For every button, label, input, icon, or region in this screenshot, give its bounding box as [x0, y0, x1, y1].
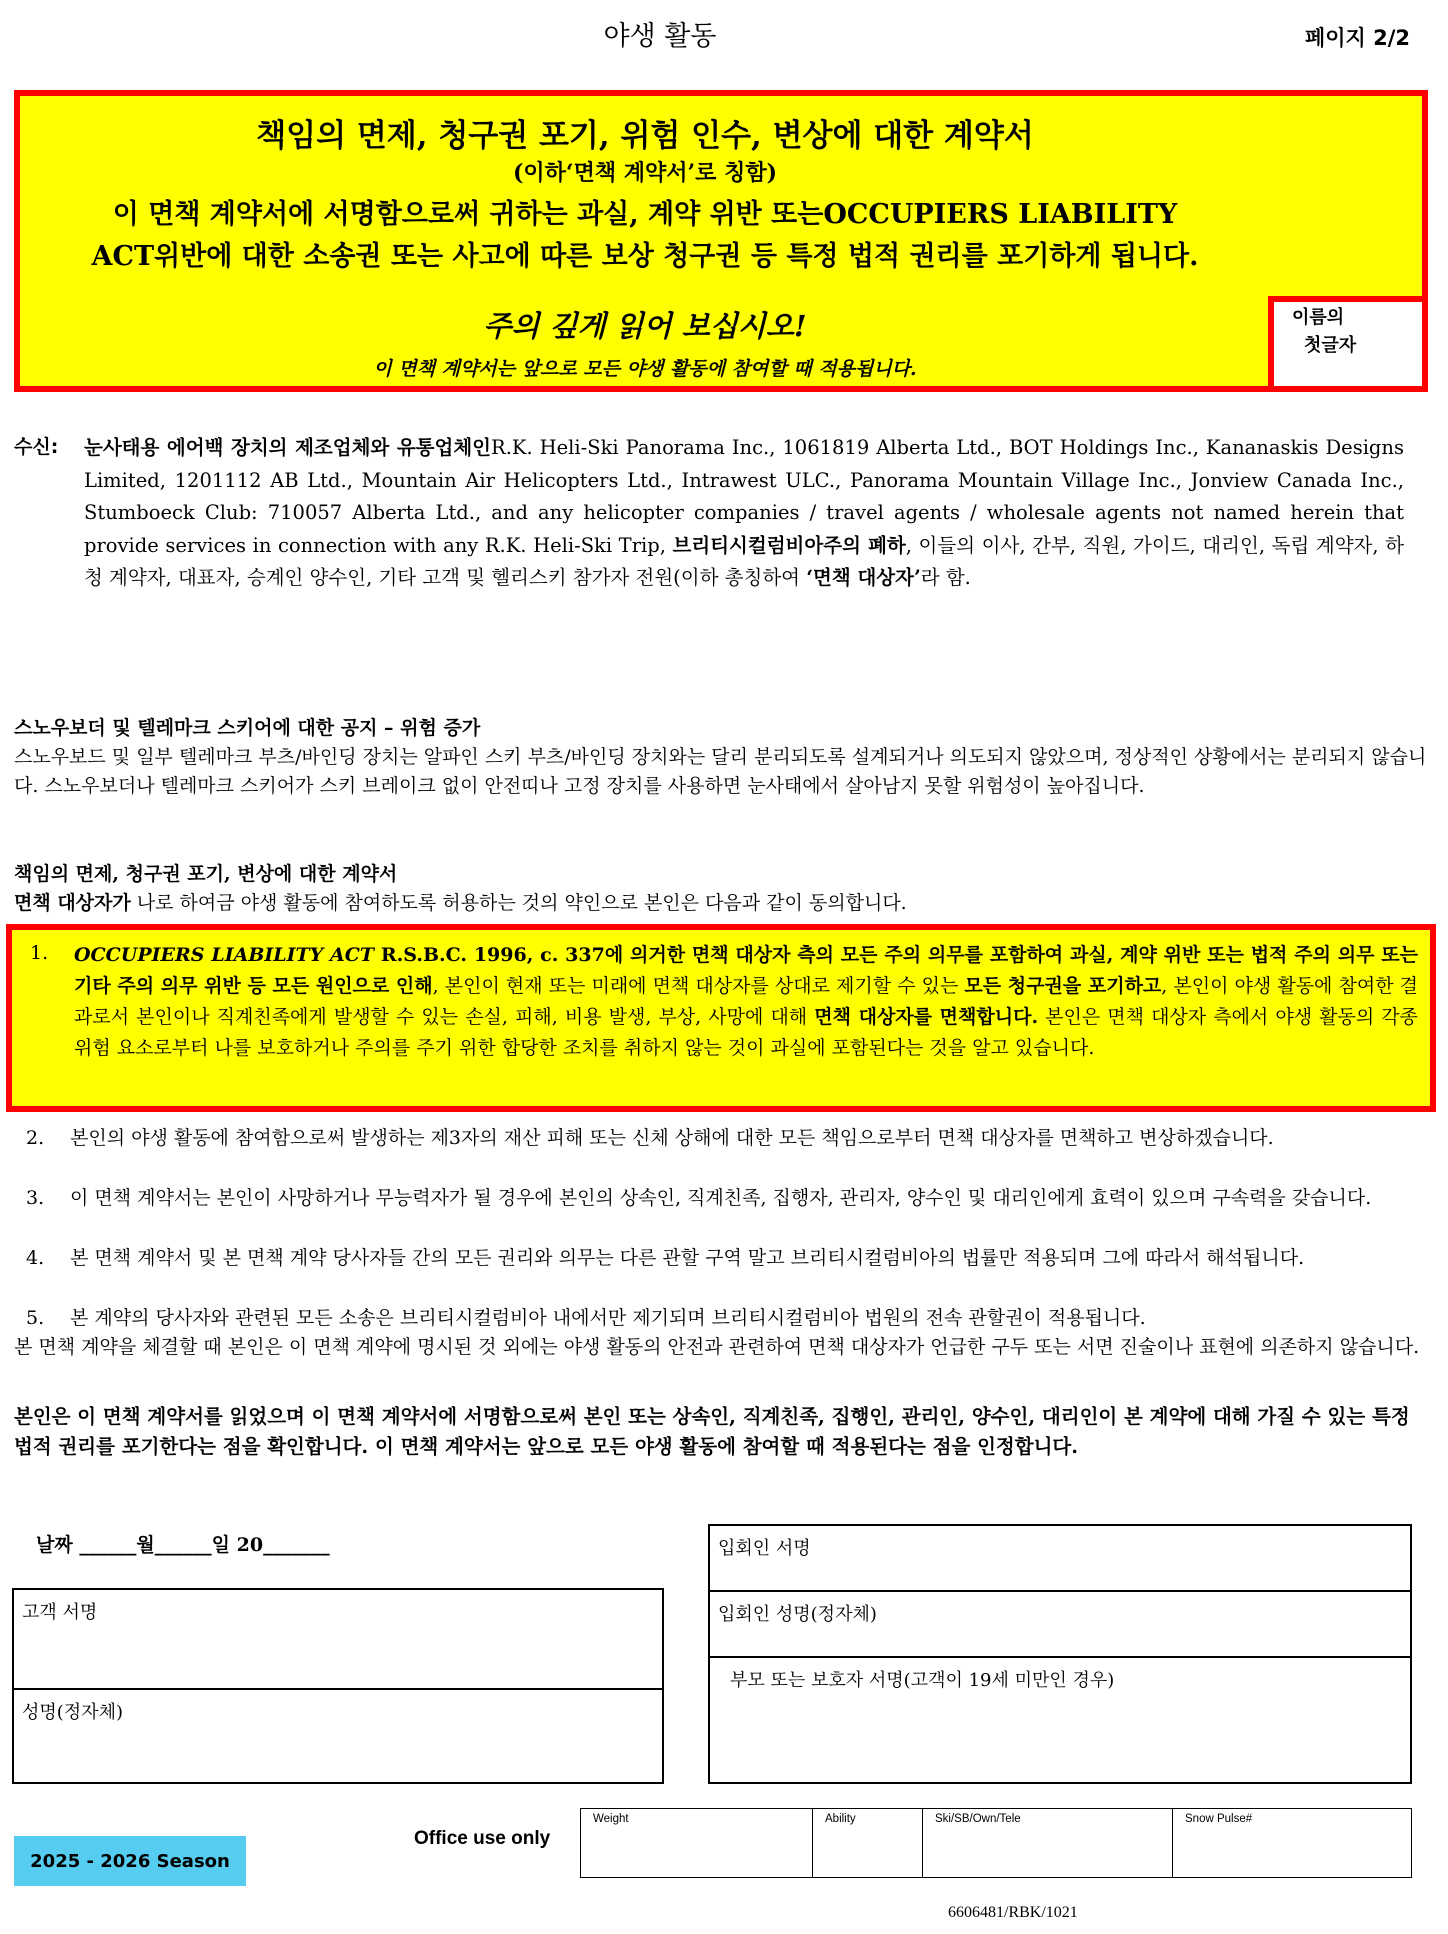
reliance-statement: 본 면책 계약을 체결할 때 본인은 이 면책 계약에 명시된 것 외에는 야생 활동의 안전과 관련하여 면책 대상자가 언급한 구두 또는 서면 진술이나 표현에 의존하지 않습니다. [14, 1336, 1420, 1358]
client-signature-box [12, 1588, 664, 1784]
recipients-companies: R.K. Heli-Ski Panorama Inc., 1061819 Alberta Ltd., BOT Holdings Inc., Kananaskis Designs Limited, 1201112 AB Ltd., Mountain Air Helicopters Ltd., Intrawest ULC., Panorama Mountain Village Inc., Jonview Canada Inc., Stumboeck Club: 710057 Alberta Ltd., and any helicopter companies / travel agents / wholesale agents not named herein that provide services in connection with any R.K. Heli-Ski Trip, [84, 436, 1404, 557]
clause-1-bold-3: 면책 대상자를 면책합니다. [814, 1006, 1039, 1028]
clause-4 [14, 1244, 1428, 1273]
clause-1-highlight [6, 924, 1436, 1112]
witness-name-field[interactable] [710, 1592, 1410, 1658]
office-use-table [580, 1808, 1412, 1878]
clause-1-text [74, 940, 1418, 1064]
client-name-field[interactable] [14, 1690, 662, 1784]
clause-1-bold-1: R.S.B.C. 1996, c. 337에 의거한 면책 대상자 측의 모든 주의 의무를 포함하여 과실, 계약 위반 또는 법적 주의 의무 또는 기타 주의 의무 위반 등 모든 원인으로 인해 [74, 944, 1418, 997]
release-intro [14, 889, 1428, 918]
release-body: 나로 하여금 야생 활동에 참여하도록 허용하는 것의 약인으로 본인은 다음과 같이 동의합니다. [130, 892, 907, 914]
office-field-ability[interactable]: Ability [813, 1809, 923, 1877]
season-badge: 2025 - 2026 Season [14, 1836, 246, 1886]
notice-body: 스노우보드 및 일부 텔레마크 부츠/바인딩 장치는 알파인 스키 부츠/바인딩 장치와는 달리 분리되도록 설계되거나 의도되지 않았으며, 정상적인 상황에서는 분리되지 않습니다. 스노우보더나 텔레마크 스키어가 스키 브레이크 없이 안전띠나 고정 장치를 사용하면 눈사태에서 살아남지 못할 위험성이 높아집니다. [14, 746, 1427, 797]
clause-3 [14, 1184, 1428, 1213]
banner-subtitle: (이하‘면책 계약서’로 칭함) [513, 160, 777, 186]
clause-3-number: 3. [26, 1187, 45, 1209]
client-signature-field[interactable] [14, 1590, 662, 1690]
recipients-lead: 눈사태용 에어백 장치의 제조업체와 유통업체인 [84, 436, 492, 459]
office-field-snow-pulse[interactable]: Snow Pulse# [1185, 1813, 1253, 1825]
clause-4-number: 4. [26, 1247, 45, 1269]
clause-1-bold-2: 모든 청구권을 포기하고 [964, 975, 1162, 997]
client-name-label: 성명(정자체) [22, 1702, 123, 1723]
initials-label-1: 이름의 [1292, 307, 1345, 328]
banner-warning: 주의 깊게 읽어 보십시오! [483, 309, 807, 343]
office-field-weight[interactable]: Weight [581, 1809, 813, 1877]
witness-signature-box [708, 1524, 1412, 1784]
witness-signature-label: 입회인 서명 [718, 1538, 811, 1559]
acknowledgement: 본인은 이 면책 계약서를 읽었으며 이 면책 계약서에 서명함으로써 본인 또는 상속인, 직계친족, 집행인, 관리인, 양수인, 대리인이 본 계약에 대해 가질 수 있는 특정 법적 권리를 포기한다는 점을 확인합니다. 이 면책 계약서는 앞으로 모든 야생 활동에 참여할 때 적용된다는 점을 인정합니다. [14, 1405, 1410, 1458]
banner-title: 책임의 면제, 청구권 포기, 위험 인수, 변상에 대한 계약서 [256, 118, 1034, 154]
initials-label-2: 첫글자 [1304, 335, 1357, 356]
witness-name-label: 입회인 성명(정자체) [718, 1604, 877, 1625]
clause-1-text-1: , 본인이 현재 또는 미래에 면책 대상자를 상대로 제기할 수 있는 [432, 975, 965, 997]
banner-line-2: ACT위반에 대한 소송권 또는 사고에 따른 보상 청구권 등 특정 법적 권리를 포기하게 됩니다. [91, 241, 1199, 272]
recipients-term: ‘면책 대상자’ [806, 566, 921, 589]
notice-heading: 스노우보더 및 텔레마크 스키어에 대한 공지 – 위험 증가 [14, 717, 481, 739]
date-field[interactable]: 날짜 ______월______일 20_______ [36, 1534, 330, 1556]
witness-signature-field[interactable] [710, 1526, 1410, 1592]
release-lead: 면책 대상자가 [14, 892, 131, 914]
clause-4-text: 본 면책 계약서 및 본 면책 계약 당사자들 간의 모든 권리와 의무는 다른 관할 구역 말고 브리티시컬럼비아의 법률만 적용되며 그에 따라서 해석됩니다. [70, 1247, 1305, 1269]
recipients-end: 라 함. [920, 566, 971, 589]
clause-1-text-3: 본인은 면책 대상자 측에서 야생 활동의 각종 위험 요소로부터 나를 보호하거나 주의를 주기 위한 합당한 조치를 취하지 않는 것이 과실에 포함된다는 것을 알고 있습니다. [74, 1006, 1418, 1059]
recipients-bc: 브리티시컬럼비아주의 폐하 [672, 533, 906, 557]
recipients-rest: , 이들의 이사, 간부, 직원, 가이드, 대리인, 독립 계약자, 하청 계약자, 대표자, 승계인 양수인, 기타 고객 및 헬리스키 참가자 전원(이하 총칭하여 [84, 533, 1404, 589]
initials-box[interactable] [1268, 296, 1428, 392]
office-field-equipment[interactable]: Ski/SB/Own/Tele [923, 1809, 1173, 1877]
guardian-signature-label: 부모 또는 보호자 서명(고객이 19세 미만인 경우) [730, 1670, 1115, 1691]
clause-1-act: OCCUPIERS LIABILITY ACT [74, 944, 375, 966]
clause-3-text: 이 면책 계약서는 본인이 사망하거나 무능력자가 될 경우에 본인의 상속인, 직계친족, 집행자, 관리자, 양수인 및 대리인에게 효력이 있으며 구속력을 갖습니다. [70, 1187, 1372, 1209]
clause-1-number: 1. [30, 942, 49, 964]
clause-5-number: 5. [26, 1307, 45, 1329]
clause-2-text: 본인의 야생 활동에 참여함으로써 발생하는 제3자의 재산 피해 또는 신체 상해에 대한 모든 책임으로부터 면책 대상자를 면책하고 변상하겠습니다. [70, 1127, 1274, 1149]
clause-2-number: 2. [26, 1127, 45, 1149]
recipients-paragraph [84, 432, 1404, 595]
form-code: 6606481/RBK/1021 [948, 1904, 1078, 1921]
release-heading: 책임의 면제, 청구권 포기, 변상에 대한 계약서 [14, 863, 398, 885]
clause-2 [14, 1124, 1428, 1153]
banner-applies: 이 면책 계약서는 앞으로 모든 야생 활동에 참여할 때 적용됩니다. [373, 358, 917, 380]
page-title: 야생 활동 [603, 21, 717, 52]
to-label: 수신: [14, 436, 59, 458]
clause-1-text-2: , 본인이 야생 활동에 참여한 결과로서 본인이나 직계친족에게 발생할 수 있는 손실, 피해, 비용 발생, 부상, 사망에 대해 [74, 975, 1418, 1028]
clause-5 [14, 1304, 1428, 1333]
client-signature-label: 고객 서명 [22, 1602, 98, 1623]
guardian-signature-field[interactable] [710, 1658, 1410, 1784]
waiver-banner [14, 90, 1428, 392]
page-number: 페이지 2/2 [1304, 26, 1410, 50]
office-use-label: Office use only [414, 1828, 551, 1849]
clause-5-text: 본 계약의 당사자와 관련된 모든 소송은 브리티시컬럼비아 내에서만 제기되며 브리티시컬럼비아 법원의 전속 관할권이 적용됩니다. [70, 1307, 1146, 1329]
banner-line-1: 이 면책 계약서에 서명함으로써 귀하는 과실, 계약 위반 또는OCCUPIERS LIABILITY [112, 199, 1178, 230]
